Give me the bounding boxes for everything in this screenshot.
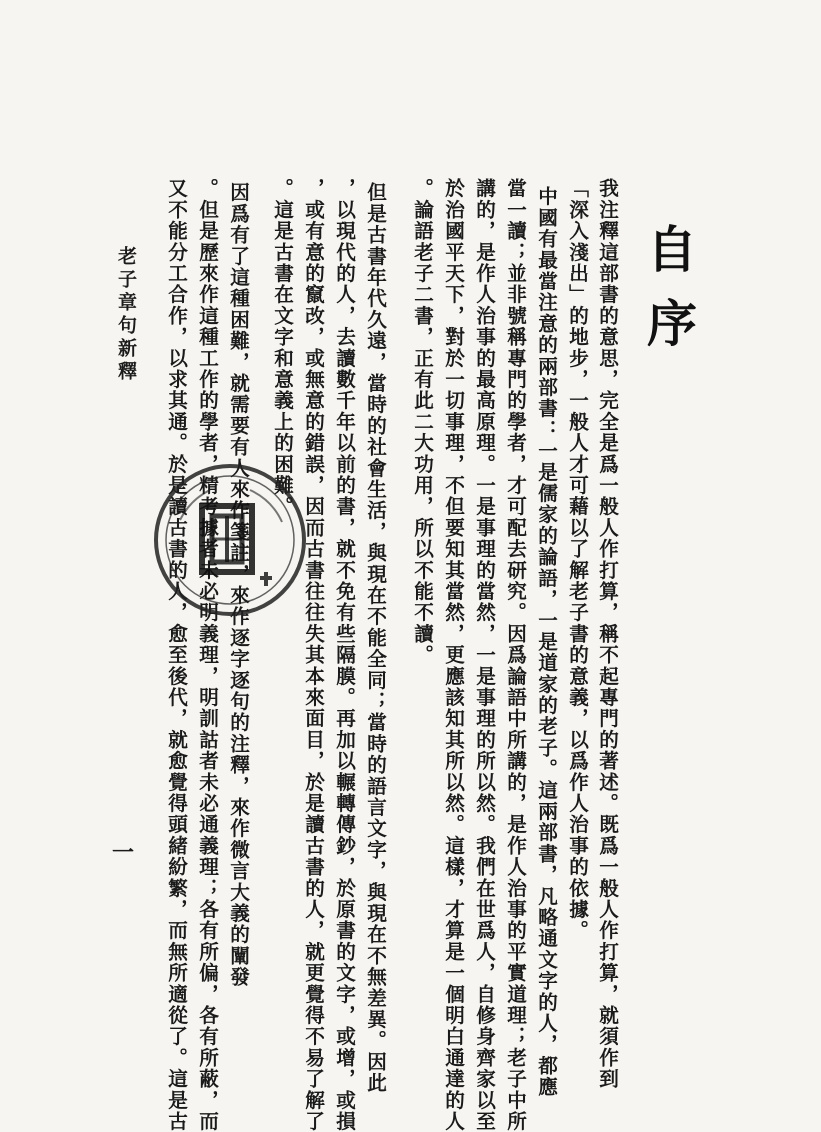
text-column-10: ，或有意的竄改，或無意的錯誤，因而古書往往失其本來面目，於是讀古書的人，就更覺得不易了解了 <box>301 178 325 1132</box>
text-column-6: 於治國平天下，對於一切事理，不但要知其當然，更應該知其所以然。這樣，才算是一個明白通達的人 <box>441 178 465 1132</box>
library-stamp-seal <box>150 460 310 620</box>
text-column-9: ，以現代的人，去讀數千年以前的書，就不免有些隔膜。再加以輾轉傳鈔，於原書的文字，或增，或損 <box>332 178 356 1132</box>
text-column-14: 又不能分工合作，以求其通。於是讀古書的人，愈至後代，就愈覺得頭緒紛繁，而無所適從了。這是古 <box>164 178 188 1132</box>
text-column-3: 中國有最當注意的兩部書：一是儒家的論語，一是道家的老子。這兩部書，凡略通文字的人，都應 <box>534 186 558 1098</box>
text-column-4: 當一讀；並非號稱專門的學者，才可配去研究。因爲論語中所講的，是作人治事的平實道理；老子中所 <box>503 178 527 1132</box>
heading-char-1: 自 <box>647 220 697 279</box>
heading-char-2: 序 <box>647 294 697 353</box>
text-column-13: 。但是歷來作這種工作的學者，精考據者未必明義理，明訓詁者未必通義理；各有所偏，各有所蔽，而 <box>195 178 219 1132</box>
text-column-2: 「深入淺出」的地步，一般人才可藉以了解老子書的意義，以爲作人治事的依據。 <box>565 178 589 942</box>
running-footer-title: 老子章句新釋 <box>115 246 137 384</box>
text-column-1: 我注釋這部書的意思，完全是爲一般人作打算，稱不起專門的著述。既爲一般人作打算，就須作到 <box>595 178 619 1090</box>
text-column-12: 因爲有了這種困難，就需要有人來作箋註，來作逐字逐句的注釋，來作微言大義的闡發 <box>226 182 250 988</box>
text-column-5: 講的，是作人治事的最高原理。一是事理的當然，一是事理的所以然。我們在世爲人，自修身齊家以至 <box>472 178 496 1132</box>
text-column-7: 。論語老子二書，正有此二大功用，所以不能不讀。 <box>410 178 434 666</box>
text-column-8: 但是古書年代久遠，當時的社會生活，與現在不能全同；當時的語言文字，與現在不無差異。因此 <box>363 182 387 1094</box>
text-column-11: 。這是古書在文字和意義上的困難。 <box>270 178 294 518</box>
page-number: 一 <box>112 840 135 866</box>
